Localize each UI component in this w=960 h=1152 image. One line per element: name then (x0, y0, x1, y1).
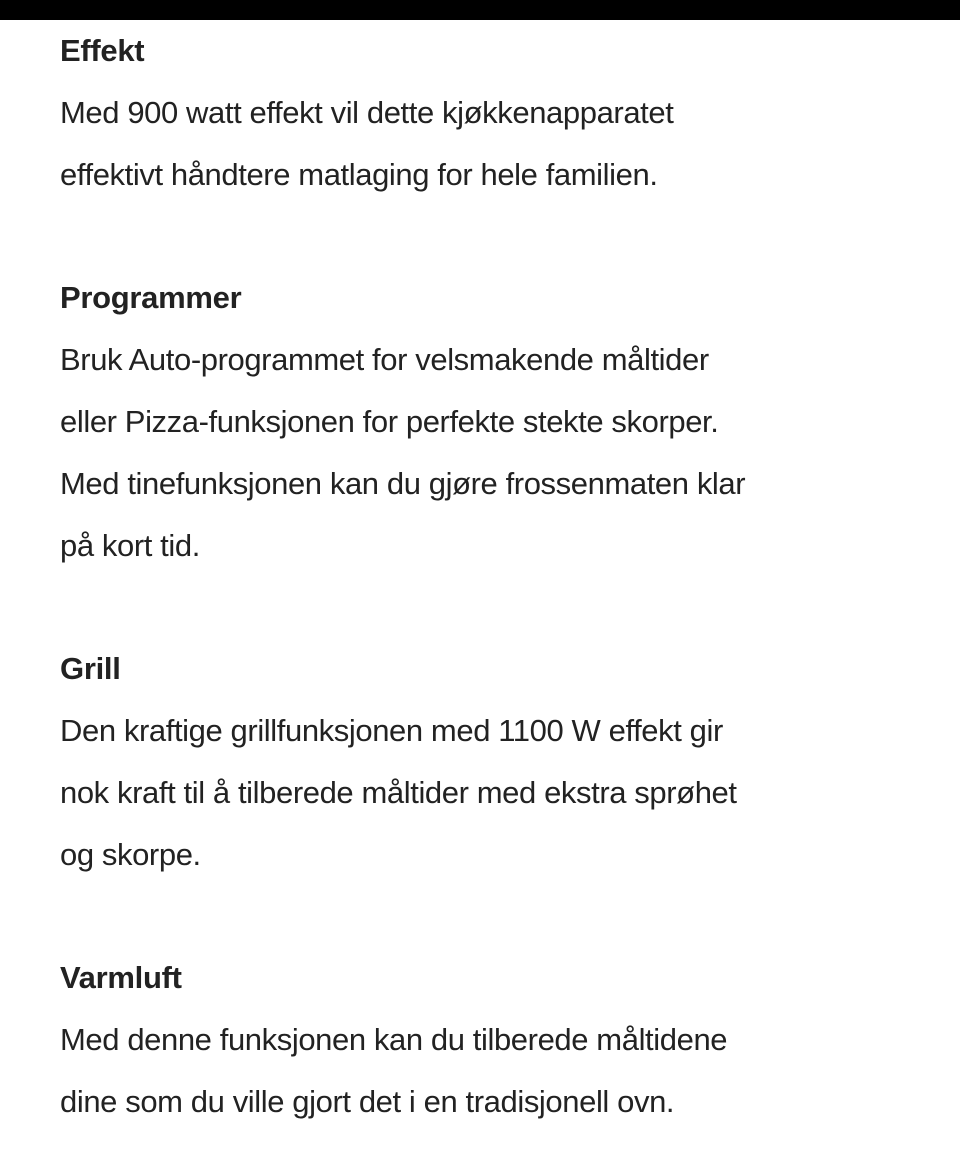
product-description (60, 20, 940, 1133)
section-body (60, 329, 940, 577)
section-spacer (60, 886, 940, 947)
top-status-bar (0, 0, 960, 20)
section-programmer (60, 267, 940, 577)
body-line: Med tinefunksjonen kan du gjøre frossenmaten klar (60, 466, 746, 501)
body-line: nok kraft til å tilberede måltider med ekstra sprøhet (60, 775, 737, 810)
body-line: effektivt håndtere matlaging for hele familien. (60, 157, 658, 192)
section-title: Varmluft (60, 960, 182, 995)
section-grill (60, 638, 940, 886)
body-line: Bruk Auto-programmet for velsmakende måltider (60, 342, 709, 377)
section-varmluft (60, 947, 940, 1133)
section-body (60, 700, 940, 886)
body-line: på kort tid. (60, 528, 200, 563)
section-body (60, 82, 940, 206)
section-title: Effekt (60, 33, 145, 68)
body-line: dine som du ville gjort det i en tradisjonell ovn. (60, 1084, 675, 1119)
body-line: Den kraftige grillfunksjonen med 1100 W effekt gir (60, 713, 723, 748)
section-title: Grill (60, 651, 121, 686)
body-line: Med 900 watt effekt vil dette kjøkkenapparatet (60, 95, 674, 130)
section-body (60, 1009, 940, 1133)
body-line: Med denne funksjonen kan du tilberede måltidene (60, 1022, 728, 1057)
body-line: og skorpe. (60, 837, 201, 872)
section-title: Programmer (60, 280, 242, 315)
section-effekt (60, 20, 940, 206)
section-spacer (60, 206, 940, 267)
body-line: eller Pizza-funksjonen for perfekte stekte skorper. (60, 404, 719, 439)
section-spacer (60, 577, 940, 638)
